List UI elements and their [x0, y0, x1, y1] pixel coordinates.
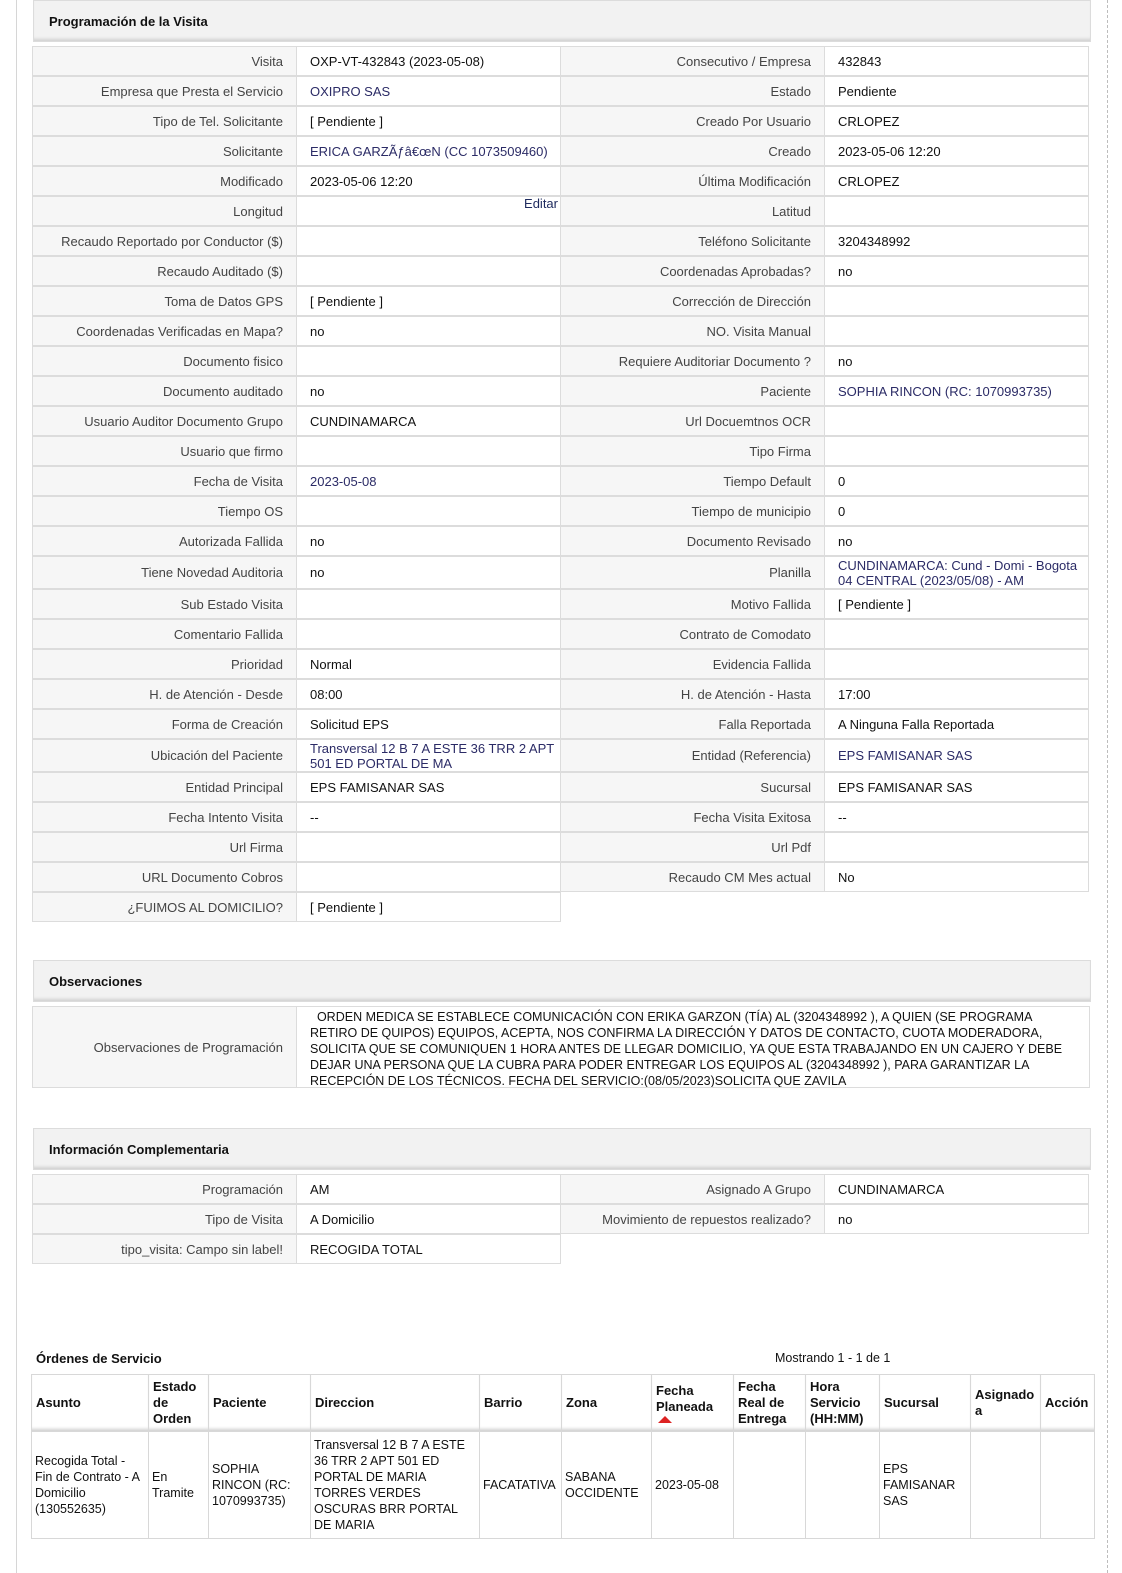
field-value: [824, 619, 1089, 649]
field-label: Asignado A Grupo: [560, 1174, 825, 1204]
field-row: [33, 77, 1091, 107]
field-value: no: [296, 316, 561, 346]
field-value: [296, 226, 561, 256]
field-value: Pendiente: [824, 76, 1089, 106]
field-label: Planilla: [560, 556, 825, 589]
field-label: Recaudo Auditado ($): [32, 256, 297, 286]
field-value: EPS FAMISANAR SAS: [824, 772, 1089, 802]
field-label: Contrato de Comodato: [560, 619, 825, 649]
col-asignado[interactable]: Asignado a: [971, 1375, 1041, 1432]
field-label: Falla Reportada: [560, 709, 825, 739]
field-label: Coordenadas Aprobadas?: [560, 256, 825, 286]
field-value: no: [296, 556, 561, 589]
cell-accion[interactable]: [1041, 1432, 1095, 1539]
field-label: Usuario Auditor Documento Grupo: [32, 406, 297, 436]
field-label: Url Pdf: [560, 832, 825, 862]
field-label: Creado: [560, 136, 825, 166]
field-value: [824, 649, 1089, 679]
field-label: Tipo de Visita: [32, 1204, 297, 1234]
col-fecha-planeada-label: Fecha Planeada: [656, 1383, 714, 1414]
field-label: Movimiento de repuestos realizado?: [560, 1204, 825, 1234]
col-barrio[interactable]: Barrio: [480, 1375, 562, 1432]
field-value: [824, 286, 1089, 316]
field-label: Toma de Datos GPS: [32, 286, 297, 316]
field-row: [33, 590, 1091, 620]
ordenes-table: [31, 1374, 1095, 1539]
cell-fecha-real: [734, 1432, 806, 1539]
field-value: [824, 832, 1089, 862]
field-label: tipo_visita: Campo sin label!: [32, 1234, 297, 1264]
field-label: Tiempo Default: [560, 466, 825, 496]
field-label: Corrección de Dirección: [560, 286, 825, 316]
cell-hora: [806, 1432, 880, 1539]
field-value: A Ninguna Falla Reportada: [824, 709, 1089, 739]
field-row: [33, 47, 1091, 77]
field-label: Coordenadas Verificadas en Mapa?: [32, 316, 297, 346]
field-label: Longitud: [32, 196, 297, 226]
field-value: no: [824, 1204, 1089, 1234]
field-label: Sub Estado Visita: [32, 589, 297, 619]
field-row: [33, 740, 1091, 773]
field-value: CRLOPEZ: [824, 106, 1089, 136]
sort-ascending-icon[interactable]: [658, 1416, 672, 1423]
field-label: Motivo Fallida: [560, 589, 825, 619]
field-value: EPS FAMISANAR SAS: [296, 772, 561, 802]
field-label: Comentario Fallida: [32, 619, 297, 649]
field-label: Fecha Intento Visita: [32, 802, 297, 832]
field-label: Recaudo CM Mes actual: [560, 862, 825, 892]
field-label: Usuario que firmo: [32, 436, 297, 466]
field-value: [296, 832, 561, 862]
cell-zona: SABANA OCCIDENTE: [562, 1432, 652, 1539]
field-row: [33, 1235, 1091, 1265]
field-value: --: [824, 802, 1089, 832]
field-row: [33, 557, 1091, 590]
field-value: 08:00: [296, 679, 561, 709]
field-value: 2023-05-08: [296, 466, 561, 496]
field-value: no: [296, 526, 561, 556]
field-label: Empresa que Presta el Servicio: [32, 76, 297, 106]
field-row: [33, 167, 1091, 197]
field-label: Paciente: [560, 376, 825, 406]
ordenes-count: Mostrando 1 - 1 de 1: [775, 1351, 891, 1365]
field-value: [296, 862, 561, 892]
field-label: Forma de Creación: [32, 709, 297, 739]
field-label: NO. Visita Manual: [560, 316, 825, 346]
field-label: Latitud: [560, 196, 825, 226]
field-row: [33, 620, 1091, 650]
field-row: [33, 467, 1091, 497]
field-label: Tiene Novedad Auditoria: [32, 556, 297, 589]
field-value: [824, 196, 1089, 226]
field-label: Tiempo de municipio: [560, 496, 825, 526]
programacion-title: Programación de la Visita: [33, 0, 1091, 42]
field-label: Prioridad: [32, 649, 297, 679]
field-row: [33, 650, 1091, 680]
field-row: [33, 803, 1091, 833]
field-row: [33, 1205, 1091, 1235]
field-value: [296, 589, 561, 619]
field-label: Url Docuemtnos OCR: [560, 406, 825, 436]
field-row: [33, 527, 1091, 557]
field-value: [296, 346, 561, 376]
col-sucursal[interactable]: Sucursal: [880, 1375, 971, 1432]
field-value: 0: [824, 496, 1089, 526]
edit-coordinates-link[interactable]: Editar: [524, 196, 558, 211]
field-value: [296, 496, 561, 526]
field-label: Recaudo Reportado por Conductor ($): [32, 226, 297, 256]
field-label: Evidencia Fallida: [560, 649, 825, 679]
field-row: [33, 497, 1091, 527]
cell-asignado: [971, 1432, 1041, 1539]
field-label: Sucursal: [560, 772, 825, 802]
observaciones-row: [33, 1007, 1091, 1089]
field-value: [824, 436, 1089, 466]
field-label: Modificado: [32, 166, 297, 196]
col-direccion[interactable]: Direccion: [311, 1375, 480, 1432]
field-label: Documento auditado: [32, 376, 297, 406]
field-label: Tipo Firma: [560, 436, 825, 466]
col-paciente[interactable]: Paciente: [209, 1375, 311, 1432]
field-label: Url Firma: [32, 832, 297, 862]
field-value: [296, 436, 561, 466]
field-row: [33, 437, 1091, 467]
field-value: [ Pendiente ]: [296, 106, 561, 136]
table-row[interactable]: [32, 1432, 1095, 1539]
field-label: Fecha de Visita: [32, 466, 297, 496]
field-value: ERICA GARZÃƒâ€œN (CC 1073509460): [296, 136, 561, 166]
field-value: CUNDINAMARCA: Cund - Domi - Bogota 04 CENTRAL (2023/05/08) - AM: [824, 556, 1089, 589]
field-label: Documento Revisado: [560, 526, 825, 556]
field-value: AM: [296, 1174, 561, 1204]
field-value: A Domicilio: [296, 1204, 561, 1234]
field-value: [296, 256, 561, 286]
col-hora-servicio[interactable]: Hora Servicio (HH:MM): [806, 1375, 880, 1432]
field-row: [33, 863, 1091, 893]
field-value: [824, 406, 1089, 436]
programacion-panel: [33, 0, 1091, 915]
field-label: Tipo de Tel. Solicitante: [32, 106, 297, 136]
field-value: CRLOPEZ: [824, 166, 1089, 196]
field-label: H. de Atención - Desde: [32, 679, 297, 709]
col-asunto[interactable]: Asunto: [32, 1375, 149, 1432]
col-estado[interactable]: Estado de Orden: [149, 1375, 209, 1432]
field-label: Entidad Principal: [32, 772, 297, 802]
cell-sucursal: EPS FAMISANAR SAS: [880, 1432, 971, 1539]
observaciones-panel: [33, 960, 1091, 1088]
field-value: 432843: [824, 46, 1089, 76]
field-label: Creado Por Usuario: [560, 106, 825, 136]
field-row: [33, 347, 1091, 377]
page-left-border: [16, 0, 17, 1573]
complementaria-title: Información Complementaria: [33, 1128, 1091, 1170]
field-row: [33, 1175, 1091, 1205]
field-value: OXP-VT-432843 (2023-05-08): [296, 46, 561, 76]
observaciones-label: Observaciones de Programación: [32, 1006, 297, 1088]
field-label: Visita: [32, 46, 297, 76]
field-value: SOPHIA RINCON (RC: 1070993735): [824, 376, 1089, 406]
field-value: OXIPRO SAS: [296, 76, 561, 106]
field-row: [33, 227, 1091, 257]
col-fecha-real[interactable]: Fecha Real de Entrega: [734, 1375, 806, 1432]
field-row: [33, 893, 1091, 923]
cell-paciente: SOPHIA RINCON (RC: 1070993735): [209, 1432, 311, 1539]
field-value: no: [824, 346, 1089, 376]
field-label: Solicitante: [32, 136, 297, 166]
field-row: [33, 377, 1091, 407]
field-label: URL Documento Cobros: [32, 862, 297, 892]
field-label: Documento fisico: [32, 346, 297, 376]
ordenes-header-row: [32, 1375, 1095, 1432]
field-value: No: [824, 862, 1089, 892]
field-value: [ Pendiente ]: [296, 892, 561, 922]
field-label: Entidad (Referencia): [560, 739, 825, 772]
field-value: Transversal 12 B 7 A ESTE 36 TRR 2 APT 501 ED PORTAL DE MA: [296, 739, 561, 772]
field-value: CUNDINAMARCA: [824, 1174, 1089, 1204]
field-value: 2023-05-06 12:20: [296, 166, 561, 196]
field-row: [33, 257, 1091, 287]
cell-direccion: Transversal 12 B 7 A ESTE 36 TRR 2 APT 501 ED PORTAL DE MARIA TORRES VERDES OSCURAS BRR PORTAL DE MARIA: [311, 1432, 480, 1539]
field-row: [33, 710, 1091, 740]
field-value: CUNDINAMARCA: [296, 406, 561, 436]
col-fecha-planeada[interactable]: [652, 1375, 734, 1432]
page-right-border: [1107, 0, 1108, 1573]
col-zona[interactable]: Zona: [562, 1375, 652, 1432]
ordenes-title: Órdenes de Servicio: [36, 1351, 162, 1366]
field-value: [296, 196, 561, 226]
observaciones-title: Observaciones: [33, 960, 1091, 1002]
field-value: Normal: [296, 649, 561, 679]
field-value: RECOGIDA TOTAL: [296, 1234, 561, 1264]
field-row: [33, 137, 1091, 167]
field-value: --: [296, 802, 561, 832]
field-value: [824, 316, 1089, 346]
field-row: [33, 107, 1091, 137]
col-accion: Acción: [1041, 1375, 1095, 1432]
cell-asunto[interactable]: Recogida Total - Fin de Contrato - A Domicilio (130552635): [32, 1432, 149, 1539]
field-value: [ Pendiente ]: [824, 589, 1089, 619]
field-value: Solicitud EPS: [296, 709, 561, 739]
cell-estado: En Tramite: [149, 1432, 209, 1539]
field-row: [33, 833, 1091, 863]
field-label: Consecutivo / Empresa: [560, 46, 825, 76]
field-label: Teléfono Solicitante: [560, 226, 825, 256]
field-row: [33, 407, 1091, 437]
field-row: [33, 773, 1091, 803]
field-value: EPS FAMISANAR SAS: [824, 739, 1089, 772]
observaciones-text: ORDEN MEDICA SE ESTABLECE COMUNICACIÓN CON ERIKA GARZON (TÍA) AL (3204348992 ), A QUIEN (SE PROGRAMA RETIRO DE QUIPOS) EQUIPOS, ACEPTA, NOS CONFIRMA LA DIRECCIÓN Y DATOS DE CONTACTO, CUOTA MODERADORA, SOLICITA QUE SE COMUNIQUEN 1 HORA ANTES DE LLEGAR DOMICILIO, YA QUE ESTA TRABAJANDO EN UN CAJERO Y DEBE DEJAR UNA PERSONA QUE LA CUBRA PARA PODER ENTREGAR LOS EQUIPOS AL (3204348992 ), PARA GARANTIZAR LA RECEPCIÓN DE LOS TÉCNICOS. FECHA DEL SERVICIO:(08/05/2023)SOLICITA QUE ZAVILA: [296, 1006, 1090, 1088]
field-value: 0: [824, 466, 1089, 496]
complementaria-panel: [33, 1128, 1091, 1257]
field-value: 3204348992: [824, 226, 1089, 256]
field-value: [296, 619, 561, 649]
field-value: [ Pendiente ]: [296, 286, 561, 316]
cell-barrio: FACATATIVA: [480, 1432, 562, 1539]
field-value: no: [824, 256, 1089, 286]
field-label: Estado: [560, 76, 825, 106]
field-row: [33, 197, 1091, 227]
field-label: Requiere Auditoriar Documento ?: [560, 346, 825, 376]
field-value: 17:00: [824, 679, 1089, 709]
field-label: ¿FUIMOS AL DOMICILIO?: [32, 892, 297, 922]
field-value: no: [296, 376, 561, 406]
field-row: [33, 287, 1091, 317]
field-label: Fecha Visita Exitosa: [560, 802, 825, 832]
field-value: no: [824, 526, 1089, 556]
field-label: H. de Atención - Hasta: [560, 679, 825, 709]
field-label: Ubicación del Paciente: [32, 739, 297, 772]
cell-fecha-planeada: 2023-05-08: [652, 1432, 734, 1539]
field-row: [33, 680, 1091, 710]
field-row: [33, 317, 1091, 347]
field-value: 2023-05-06 12:20: [824, 136, 1089, 166]
field-label: Tiempo OS: [32, 496, 297, 526]
field-label: Programación: [32, 1174, 297, 1204]
field-label: Autorizada Fallida: [32, 526, 297, 556]
field-label: Última Modificación: [560, 166, 825, 196]
